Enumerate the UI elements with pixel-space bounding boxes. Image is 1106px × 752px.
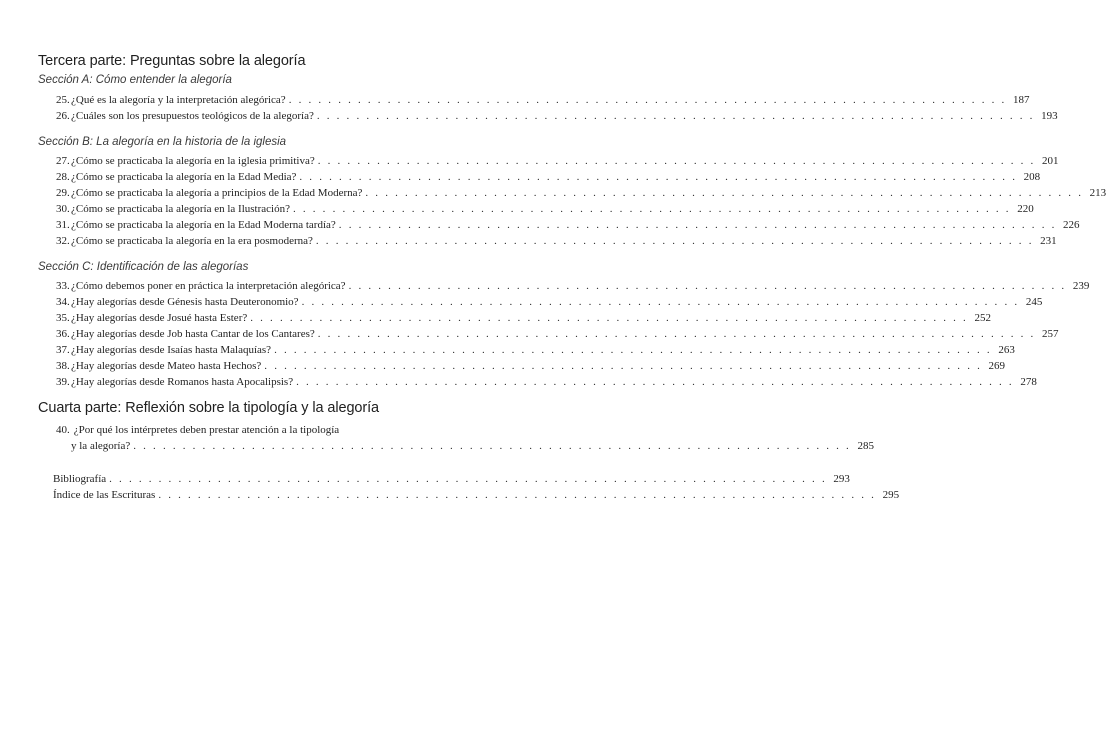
entry-number: 28. [56, 171, 70, 183]
section-title: Sección C: Identificación de las alegorías [38, 261, 249, 273]
entry-page: 201 [1041, 155, 1059, 167]
entry-page: 269 [988, 360, 1006, 372]
toc-entry-bibliography[interactable] [53, 472, 850, 486]
entry-title: ¿Cómo se practicaba la alegoría en la iglesia primitiva? [71, 155, 315, 167]
entry-number: 39. [56, 376, 70, 388]
dot-leader: . . . . . . . . . . . . . . . . . . . . . . . . . . . . . . . . . . . . . . . . . . . . . . . . . . . . . . . . . . . . . . . . . . . . . . . . . [301, 296, 1020, 308]
entry-page: 252 [974, 312, 991, 324]
dot-leader: . . . . . . . . . . . . . . . . . . . . . . . . . . . . . . . . . . . . . . . . . . . . . . . . . . . . . . . . . . . . . . . . . . . . . . . . . [315, 235, 1034, 247]
dot-leader: . . . . . . . . . . . . . . . . . . . . . . . . . . . . . . . . . . . . . . . . . . . . . . . . . . . . . . . . . . . . . . . . . . . . . . . . . [274, 344, 992, 356]
entry-title: ¿Cómo se practicaba la alegoría en la era posmoderna? [71, 235, 313, 247]
entry-title: ¿Cómo se practicaba la alegoría en la Edad Media? [71, 171, 297, 183]
dot-leader: . . . . . . . . . . . . . . . . . . . . . . . . . . . . . . . . . . . . . . . . . . . . . . . . . . . . . . . . . . . . . . . . . . . . . . . . . [317, 328, 1036, 340]
toc-entry[interactable] [56, 93, 1030, 107]
entry-title: ¿Cuáles son los presupuestos teológicos de la alegoría? [71, 110, 314, 122]
toc-entry[interactable] [56, 327, 1059, 341]
entry-page: 295 [882, 489, 900, 501]
dot-leader: . . . . . . . . . . . . . . . . . . . . . . . . . . . . . . . . . . . . . . . . . . . . . . . . . . . . . . . . . . . . . . . . . . . . . . . . . [338, 219, 1057, 231]
entry-title-line-1: ¿Por qué los intérpretes deben prestar atención a la tipología [73, 424, 340, 436]
toc-entry[interactable] [56, 234, 1057, 248]
toc-entry[interactable] [56, 186, 1106, 200]
entry-page: 220 [1017, 203, 1034, 215]
entry-page: 263 [998, 344, 1015, 356]
entry-title: ¿Hay alegorías desde Josué hasta Ester? [71, 312, 248, 324]
toc-entry[interactable] [56, 202, 1034, 216]
dot-leader: . . . . . . . . . . . . . . . . . . . . . . . . . . . . . . . . . . . . . . . . . . . . . . . . . . . . . . . . . . . . . . . . . . . . . . . . . [316, 110, 1035, 122]
dot-leader: . . . . . . . . . . . . . . . . . . . . . . . . . . . . . . . . . . . . . . . . . . . . . . . . . . . . . . . . . . . . . . . . . . . . . . . . . [109, 473, 827, 485]
entry-number: 34. [56, 296, 70, 308]
entry-page: 293 [833, 473, 850, 485]
dot-leader: . . . . . . . . . . . . . . . . . . . . . . . . . . . . . . . . . . . . . . . . . . . . . . . . . . . . . . . . . . . . . . . . . . . . . . . . . [365, 187, 1084, 199]
toc-entry-scripture-index[interactable] [53, 488, 900, 502]
toc-entry-first-line[interactable] [56, 423, 339, 437]
entry-page: 208 [1023, 171, 1041, 183]
section-title: Sección A: Cómo entender la alegoría [38, 74, 232, 86]
entry-title: ¿Hay alegorías desde Mateo hasta Hechos? [71, 360, 262, 372]
entry-page: 285 [857, 440, 874, 452]
toc-entry[interactable] [71, 439, 874, 453]
dot-leader: . . . . . . . . . . . . . . . . . . . . . . . . . . . . . . . . . . . . . . . . . . . . . . . . . . . . . . . . . . . . . . . . . . . . . . . . . [133, 440, 851, 452]
toc-entry[interactable] [56, 154, 1059, 168]
dot-leader: . . . . . . . . . . . . . . . . . . . . . . . . . . . . . . . . . . . . . . . . . . . . . . . . . . . . . . . . . . . . . . . . . . . . . . . . . [348, 280, 1067, 292]
toc-entry[interactable] [56, 170, 1041, 184]
entry-number: 38. [56, 360, 70, 372]
entry-page: 193 [1041, 110, 1058, 122]
dot-leader: . . . . . . . . . . . . . . . . . . . . . . . . . . . . . . . . . . . . . . . . . . . . . . . . . . . . . . . . . . . . . . . . . . . . . . . . . [317, 155, 1036, 167]
entry-page: 231 [1040, 235, 1057, 247]
entry-title-line-2: y la alegoría? [71, 440, 131, 452]
entry-number: 30. [56, 203, 70, 215]
toc-entry[interactable] [56, 343, 1015, 357]
entry-number: 31. [56, 219, 70, 231]
entry-title: ¿Hay alegorías desde Romanos hasta Apocalipsis? [71, 376, 294, 388]
part-title: Cuarta parte: Reflexión sobre la tipología y la alegoría [38, 400, 379, 416]
dot-leader: . . . . . . . . . . . . . . . . . . . . . . . . . . . . . . . . . . . . . . . . . . . . . . . . . . . . . . . . . . . . . . . . . . . . . . . . . [288, 94, 1007, 106]
entry-title: ¿Cómo debemos poner en práctica la interpretación alegórica? [71, 280, 346, 292]
dot-leader: . . . . . . . . . . . . . . . . . . . . . . . . . . . . . . . . . . . . . . . . . . . . . . . . . . . . . . . . . . . . . . . . . . . . . . . . . [250, 312, 968, 324]
entry-title: ¿Cómo se practicaba la alegoría en la Edad Moderna tardía? [71, 219, 336, 231]
entry-page: 245 [1025, 296, 1043, 308]
dot-leader: . . . . . . . . . . . . . . . . . . . . . . . . . . . . . . . . . . . . . . . . . . . . . . . . . . . . . . . . . . . . . . . . . . . . . . . . . [264, 360, 983, 372]
dot-leader: . . . . . . . . . . . . . . . . . . . . . . . . . . . . . . . . . . . . . . . . . . . . . . . . . . . . . . . . . . . . . . . . . . . . . . . . . [292, 203, 1011, 215]
entry-page: 187 [1012, 94, 1030, 106]
entry-number: 33. [56, 280, 70, 292]
part-title: Tercera parte: Preguntas sobre la alegoría [38, 53, 306, 69]
entry-title: Bibliografía [53, 473, 107, 485]
entry-number: 26. [56, 110, 70, 122]
entry-title: ¿Hay alegorías desde Génesis hasta Deuteronomio? [71, 296, 299, 308]
entry-number: 37. [56, 344, 70, 356]
entry-number: 40. [56, 424, 70, 436]
entry-title: ¿Cómo se practicaba la alegoría a principios de la Edad Moderna? [71, 187, 363, 199]
entry-number: 25. [56, 94, 70, 106]
section-title: Sección B: La alegoría en la historia de la iglesia [38, 136, 287, 148]
entry-page: 278 [1020, 376, 1037, 388]
toc-entry[interactable] [56, 375, 1037, 389]
toc-entry[interactable] [56, 279, 1090, 293]
dot-leader: . . . . . . . . . . . . . . . . . . . . . . . . . . . . . . . . . . . . . . . . . . . . . . . . . . . . . . . . . . . . . . . . . . . . . . . . . [299, 171, 1018, 183]
entry-title: ¿Hay alegorías desde Job hasta Cantar de los Cantares? [71, 328, 315, 340]
toc-entry[interactable] [56, 295, 1043, 309]
entry-number: 29. [56, 187, 70, 199]
entry-title: ¿Qué es la alegoría y la interpretación alegórica? [71, 94, 286, 106]
toc-entry[interactable] [56, 109, 1058, 123]
entry-page: 257 [1042, 328, 1059, 340]
entry-number: 27. [56, 155, 70, 167]
toc-entry[interactable] [56, 359, 1006, 373]
toc-entry[interactable] [56, 218, 1080, 232]
entry-number: 36. [56, 328, 70, 340]
entry-page: 226 [1063, 219, 1080, 231]
toc-entry[interactable] [56, 311, 991, 325]
entry-title: ¿Hay alegorías desde Isaías hasta Malaquías? [71, 344, 272, 356]
dot-leader: . . . . . . . . . . . . . . . . . . . . . . . . . . . . . . . . . . . . . . . . . . . . . . . . . . . . . . . . . . . . . . . . . . . . . . . . . [296, 376, 1014, 388]
entry-title: Índice de las Escrituras [53, 489, 156, 501]
entry-page: 213 [1089, 187, 1106, 199]
entry-number: 32. [56, 235, 70, 247]
entry-page: 239 [1072, 280, 1090, 292]
entry-title: ¿Cómo se practicaba la alegoría en la Ilustración? [71, 203, 290, 215]
dot-leader: . . . . . . . . . . . . . . . . . . . . . . . . . . . . . . . . . . . . . . . . . . . . . . . . . . . . . . . . . . . . . . . . . . . . . . . . . [158, 489, 877, 501]
entry-number: 35. [56, 312, 70, 324]
